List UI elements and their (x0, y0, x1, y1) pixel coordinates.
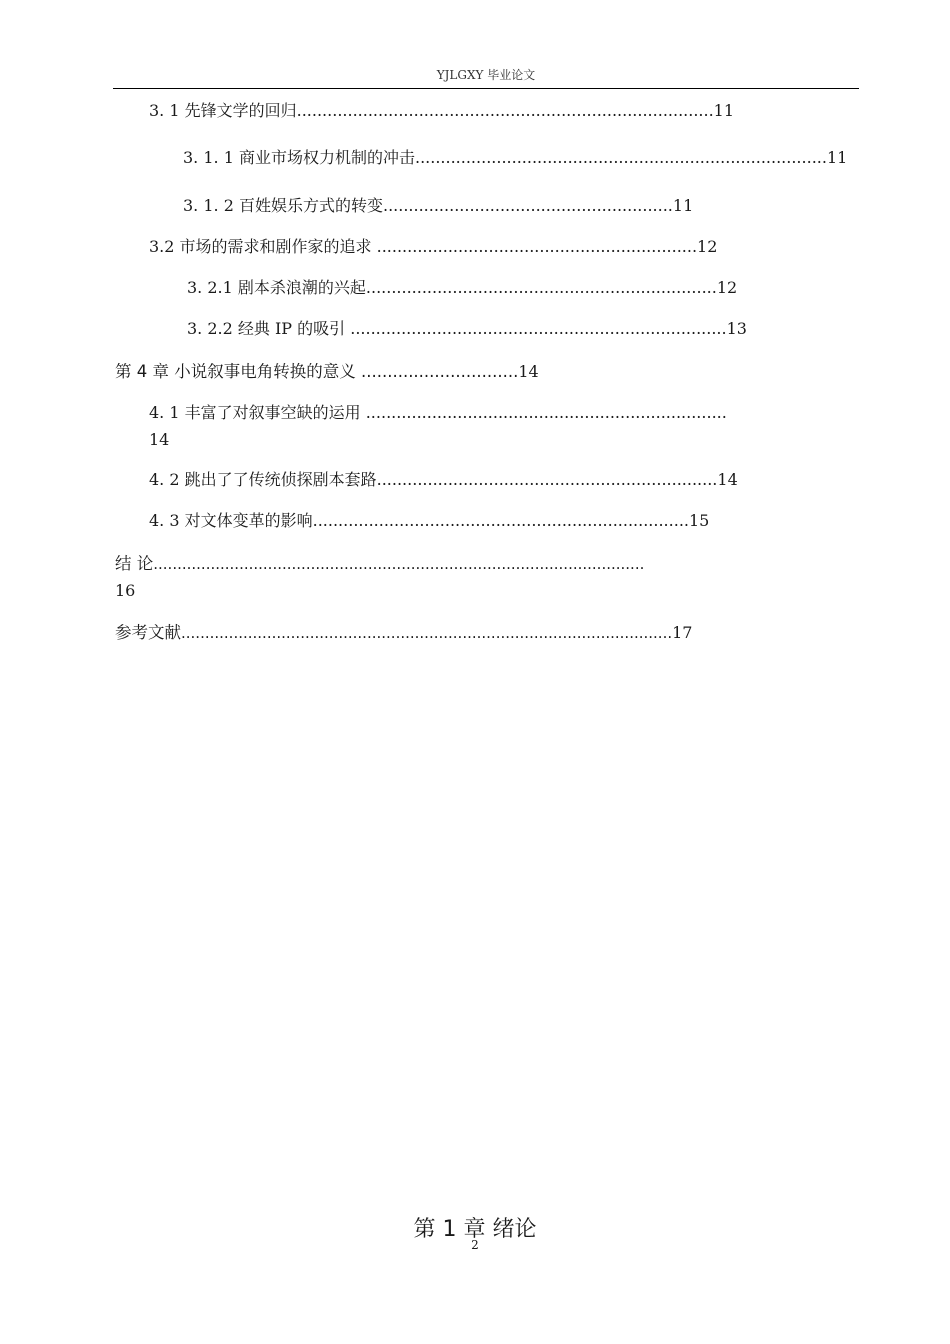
toc-label: 第 4 章 小说叙事电角转换的意义 (115, 362, 361, 381)
toc-dots: ................................................................... (376, 470, 718, 489)
toc-entry-4-2[interactable] (149, 470, 738, 490)
toc-dots: ............................................................... (376, 237, 698, 256)
toc-page: 17 (672, 623, 693, 642)
toc-label: 4. 1 丰富了对叙事空缺的运用 (149, 403, 366, 422)
toc-page: 11 (826, 148, 848, 167)
toc-dots: ....................................................................................................... (181, 624, 673, 642)
toc-entry-3-1[interactable] (149, 101, 734, 121)
toc-label: 3. 1 先锋文学的回归 (149, 101, 297, 120)
toc-dots: .......................................................................... (312, 511, 689, 530)
toc-label: 参考文献 (115, 623, 181, 642)
toc-entry-conclusion[interactable] (115, 554, 644, 574)
toc-dots: ....................................................................................................... (153, 555, 645, 573)
toc-label: 3.2 市场的需求和剧作家的追求 (149, 237, 377, 256)
toc-page: 15 (688, 511, 710, 530)
toc-entry-chapter-4[interactable] (115, 362, 539, 382)
toc-page: 12 (716, 278, 738, 297)
toc-page: 12 (697, 237, 718, 256)
toc-label: 3. 1. 2 百姓娱乐方式的转变 (183, 196, 383, 215)
toc-label: 3. 2.2 经典 IP 的吸引 (187, 319, 351, 338)
toc-entry-3-1-1[interactable] (183, 148, 847, 168)
toc-page: 13 (726, 319, 747, 338)
toc-entry-4-3[interactable] (149, 511, 709, 531)
page-header: YJLGXY 毕业论文 (436, 68, 536, 82)
toc-label: 结 论 (115, 554, 154, 573)
toc-entry-references[interactable] (115, 623, 692, 643)
toc-dots: .............................. (360, 362, 519, 381)
toc-page: 11 (713, 101, 735, 120)
toc-label: 4. 3 对文体变革的影响 (149, 511, 313, 530)
toc-page: 14 (149, 430, 170, 449)
toc-entry-4-1[interactable] (149, 403, 727, 423)
toc-label: 4. 2 跳出了了传统侦探剧本套路 (149, 470, 377, 489)
toc-label: 3. 1. 1 商业市场权力机制的冲击 (183, 148, 415, 167)
page-number: 2 (471, 1238, 479, 1252)
chapter-title: 第 1 章 绪论 (413, 1217, 537, 1242)
toc-page: 11 (672, 196, 694, 215)
toc-entry-3-2-1[interactable] (187, 278, 737, 298)
toc-dots: .......................................................................... (350, 319, 727, 338)
toc-dots: ......................................................... (382, 196, 673, 215)
toc-entry-3-2-2[interactable] (187, 319, 747, 339)
toc-dots: ..................................................................... (365, 278, 717, 297)
toc-label: 3. 2.1 剧本杀浪潮的兴起 (187, 278, 366, 297)
toc-dots: ....................................................................... (365, 403, 727, 422)
toc-page: 16 (115, 581, 136, 600)
header-rule (113, 88, 859, 89)
toc-page: 14 (518, 362, 539, 381)
toc-page: 14 (717, 470, 738, 489)
toc-dots: ................................................................................. (414, 148, 827, 167)
toc-dots: .................................................................................. (296, 101, 714, 120)
toc-entry-3-1-2[interactable] (183, 196, 693, 216)
toc-entry-3-2[interactable] (149, 237, 717, 257)
